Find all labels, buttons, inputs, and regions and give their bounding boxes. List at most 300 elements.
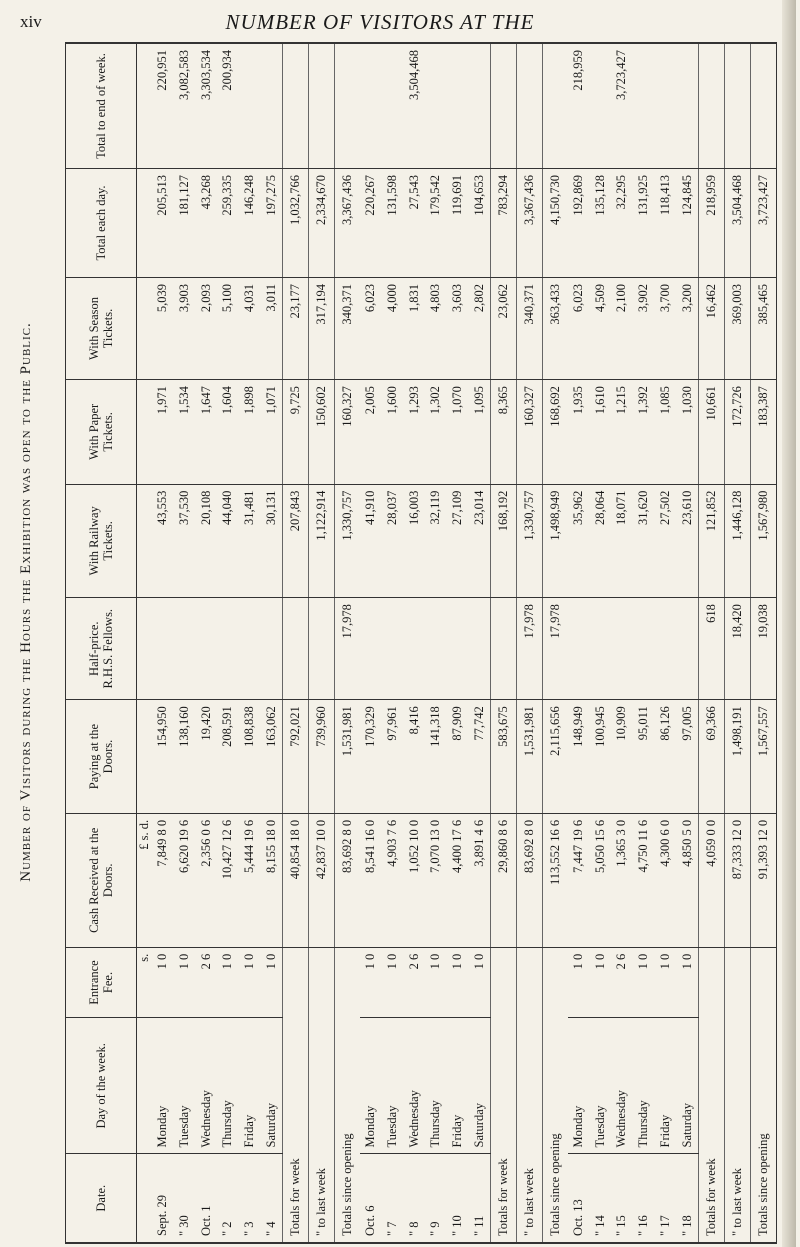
cell-railway: 1,498,949 xyxy=(543,484,568,598)
cell-season: 3,603 xyxy=(447,277,469,379)
cell-paper: 1,215 xyxy=(611,380,633,484)
cell-day: Friday xyxy=(654,1018,676,1154)
cell-paper: 1,302 xyxy=(425,380,447,484)
cell-railway: 44,040 xyxy=(217,484,239,598)
cell-half-price xyxy=(568,598,590,700)
cell-half-price xyxy=(217,598,239,700)
cell-season: 5,100 xyxy=(217,277,239,379)
cell-paper: 150,602 xyxy=(309,380,335,484)
table-row xyxy=(654,44,676,1243)
table-row xyxy=(174,44,196,1243)
cell-total-day: 124,845 xyxy=(676,168,698,277)
cell-cash: 29,860 8 6 xyxy=(491,813,517,947)
cell-paper: 1,534 xyxy=(174,380,196,484)
table-row xyxy=(590,44,612,1243)
cell-railway: 1,330,757 xyxy=(517,484,543,598)
cell-date: Sept. 29 xyxy=(152,1154,174,1243)
cell-cash: 5,050 15 6 xyxy=(590,813,612,947)
table-row xyxy=(425,44,447,1243)
cell-paying: 87,909 xyxy=(447,700,469,814)
cell-railway: 168,192 xyxy=(491,484,517,598)
cell-day: Tuesday xyxy=(382,1018,404,1154)
cell-paying: 154,950 xyxy=(152,700,174,814)
cell-total-week: 200,934 xyxy=(217,44,239,169)
cell-fee: 2 6 xyxy=(611,947,633,1017)
cell-fee: 1 0 xyxy=(260,947,282,1017)
total-row xyxy=(335,44,360,1243)
cell-season: 6,023 xyxy=(360,277,382,379)
cell-cash: 4,750 11 6 xyxy=(633,813,655,947)
cell-paper: 1,071 xyxy=(260,380,282,484)
cell-day: Monday xyxy=(360,1018,382,1154)
cell-total-day: 220,267 xyxy=(360,168,382,277)
cell-half-price: 17,978 xyxy=(543,598,568,700)
cell-cash: 5,444 19 6 xyxy=(239,813,261,947)
cell-railway: 121,852 xyxy=(699,484,725,598)
cell-paying: 77,742 xyxy=(468,700,490,814)
total-row xyxy=(751,44,777,1243)
cell-total-week: 3,303,534 xyxy=(195,44,217,169)
cell-season: 4,000 xyxy=(382,277,404,379)
cell-day: Saturday xyxy=(260,1018,282,1154)
cell-paying: 19,420 xyxy=(195,700,217,814)
cell-cash: 3,891 4 6 xyxy=(468,813,490,947)
units-row xyxy=(137,44,153,1243)
cell-day: Thursday xyxy=(633,1018,655,1154)
cell-paying: 1,531,981 xyxy=(517,700,543,814)
cell-half-price xyxy=(676,598,698,700)
cell-total-day: 43,268 xyxy=(195,168,217,277)
cell-date: " 18 xyxy=(676,1154,698,1243)
cell-railway: 31,620 xyxy=(633,484,655,598)
col-fee: Entrance Fee. xyxy=(66,947,137,1017)
cell-half-price xyxy=(195,598,217,700)
cell-half-price: 19,038 xyxy=(751,598,777,700)
table-row xyxy=(468,44,490,1243)
total-row xyxy=(309,44,335,1243)
cell-total-day: 131,925 xyxy=(633,168,655,277)
cell-paper: 168,692 xyxy=(543,380,568,484)
cell-cash: 7,070 13 0 xyxy=(425,813,447,947)
cell-paying: 170,329 xyxy=(360,700,382,814)
visitor-table xyxy=(66,43,776,1243)
cell-railway: 18,071 xyxy=(611,484,633,598)
cell-fee: 2 6 xyxy=(403,947,425,1017)
cell-season: 1,831 xyxy=(403,277,425,379)
cell-paper: 183,387 xyxy=(751,380,777,484)
cell-total-week xyxy=(382,44,404,169)
cell-day: Saturday xyxy=(676,1018,698,1154)
cell-railway: 207,843 xyxy=(283,484,309,598)
cell-paying: 2,115,656 xyxy=(543,700,568,814)
cell-season: 3,700 xyxy=(654,277,676,379)
cell-date: " 9 xyxy=(425,1154,447,1243)
cell-total-day: 3,367,436 xyxy=(335,168,360,277)
col-paying: Paying at the Doors. xyxy=(66,700,137,814)
cell-total-day: 783,294 xyxy=(491,168,517,277)
unit-fee: s. xyxy=(137,947,153,1017)
cell-season: 369,003 xyxy=(725,277,751,379)
cell-railway: 28,037 xyxy=(382,484,404,598)
col-season: With Season Tickets. xyxy=(66,277,137,379)
cell-total-day: 179,542 xyxy=(425,168,447,277)
cell-total-week xyxy=(633,44,655,169)
cell-cash: 8,155 18 0 xyxy=(260,813,282,947)
cell-cash: 4,400 17 6 xyxy=(447,813,469,947)
cell-paying: 1,567,557 xyxy=(751,700,777,814)
cell-paper: 8,365 xyxy=(491,380,517,484)
cell-fee: 1 0 xyxy=(174,947,196,1017)
visitor-table-frame xyxy=(65,42,777,1244)
page-header xyxy=(20,8,740,40)
cell-cash: 1,052 10 0 xyxy=(403,813,425,947)
cell-total-day: 3,367,436 xyxy=(517,168,543,277)
cell-total-week xyxy=(260,44,282,169)
cell-season: 16,462 xyxy=(699,277,725,379)
cell-half-price: 618 xyxy=(699,598,725,700)
cell-fee: 1 0 xyxy=(360,947,382,1017)
cell-paying: 739,960 xyxy=(309,700,335,814)
cell-day: Wednesday xyxy=(611,1018,633,1154)
cell-fee: 1 0 xyxy=(425,947,447,1017)
cell-total-week: 218,959 xyxy=(568,44,590,169)
cell-railway: 31,481 xyxy=(239,484,261,598)
table-row xyxy=(260,44,282,1243)
cell-season: 4,803 xyxy=(425,277,447,379)
cell-day: Wednesday xyxy=(195,1018,217,1154)
cell-date: Totals for week xyxy=(699,947,725,1242)
cell-half-price xyxy=(425,598,447,700)
cell-date: " to last week xyxy=(309,947,335,1242)
cell-date: " 10 xyxy=(447,1154,469,1243)
cell-date: Oct. 1 xyxy=(195,1154,217,1243)
cell-paper: 160,327 xyxy=(517,380,543,484)
table-row xyxy=(403,44,425,1243)
cell-fee: 1 0 xyxy=(447,947,469,1017)
cell-season: 340,371 xyxy=(335,277,360,379)
cell-paper: 1,070 xyxy=(447,380,469,484)
cell-total-week: 3,504,468 xyxy=(403,44,425,169)
cell-season: 340,371 xyxy=(517,277,543,379)
cell-paying: 97,005 xyxy=(676,700,698,814)
cell-total-week xyxy=(335,44,360,169)
cell-cash: 91,393 12 0 xyxy=(751,813,777,947)
cell-season: 363,433 xyxy=(543,277,568,379)
cell-cash: 7,849 8 0 xyxy=(152,813,174,947)
cell-paying: 97,961 xyxy=(382,700,404,814)
col-cash: Cash Received at the Doors. xyxy=(66,813,137,947)
cell-total-day: 2,334,670 xyxy=(309,168,335,277)
cell-season: 2,802 xyxy=(468,277,490,379)
cell-season: 4,031 xyxy=(239,277,261,379)
cell-half-price xyxy=(403,598,425,700)
cell-total-week: 3,723,427 xyxy=(611,44,633,169)
page-title: NUMBER OF VISITORS AT THE xyxy=(225,10,535,34)
cell-half-price xyxy=(360,598,382,700)
cell-total-week xyxy=(590,44,612,169)
cell-half-price xyxy=(654,598,676,700)
cell-total-day: 3,504,468 xyxy=(725,168,751,277)
table-row xyxy=(152,44,174,1243)
cell-half-price xyxy=(309,598,335,700)
cell-railway: 41,910 xyxy=(360,484,382,598)
cell-paper: 1,971 xyxy=(152,380,174,484)
cell-paying: 10,909 xyxy=(611,700,633,814)
col-total-day: Total each day. xyxy=(66,168,137,277)
cell-paper: 1,935 xyxy=(568,380,590,484)
cell-paper: 1,095 xyxy=(468,380,490,484)
cell-season: 2,093 xyxy=(195,277,217,379)
cell-season: 3,011 xyxy=(260,277,282,379)
cell-railway: 1,122,914 xyxy=(309,484,335,598)
cell-total-day: 118,413 xyxy=(654,168,676,277)
cell-total-day: 3,723,427 xyxy=(751,168,777,277)
cell-railway: 1,446,128 xyxy=(725,484,751,598)
cell-season: 2,100 xyxy=(611,277,633,379)
cell-day: Wednesday xyxy=(403,1018,425,1154)
cell-half-price xyxy=(174,598,196,700)
cell-cash: 1,365 3 0 xyxy=(611,813,633,947)
cell-season: 3,902 xyxy=(633,277,655,379)
header-row xyxy=(66,44,137,1243)
table-row xyxy=(611,44,633,1243)
cell-half-price xyxy=(382,598,404,700)
cell-day: Thursday xyxy=(217,1018,239,1154)
rotated-table-wrapper xyxy=(66,43,776,1243)
total-row xyxy=(543,44,568,1243)
cell-railway: 1,330,757 xyxy=(335,484,360,598)
cell-paying: 95,011 xyxy=(633,700,655,814)
col-railway: With Railway Tickets. xyxy=(66,484,137,598)
cell-paper: 172,726 xyxy=(725,380,751,484)
cell-paying: 208,591 xyxy=(217,700,239,814)
cell-total-day: 32,295 xyxy=(611,168,633,277)
cell-total-day: 205,513 xyxy=(152,168,174,277)
cell-paper: 9,725 xyxy=(283,380,309,484)
table-caption: Number of Visitors during the Hours the Exhibition was open to the Public. xyxy=(18,322,34,882)
col-day: Day of the week. xyxy=(66,1018,137,1154)
cell-day: Friday xyxy=(447,1018,469,1154)
cell-day: Friday xyxy=(239,1018,261,1154)
cell-season: 317,194 xyxy=(309,277,335,379)
cell-total-day: 4,150,730 xyxy=(543,168,568,277)
cell-day: Tuesday xyxy=(174,1018,196,1154)
cell-total-week xyxy=(699,44,725,169)
cell-date: " 15 xyxy=(611,1154,633,1243)
cell-date: " 4 xyxy=(260,1154,282,1243)
cell-half-price xyxy=(152,598,174,700)
cell-day: Tuesday xyxy=(590,1018,612,1154)
cell-date: " 11 xyxy=(468,1154,490,1243)
cell-paper: 1,293 xyxy=(403,380,425,484)
table-row xyxy=(633,44,655,1243)
cell-paying: 1,498,191 xyxy=(725,700,751,814)
cell-half-price xyxy=(590,598,612,700)
cell-half-price: 17,978 xyxy=(335,598,360,700)
cell-date: " 30 xyxy=(174,1154,196,1243)
cell-cash: 83,692 8 0 xyxy=(517,813,543,947)
cell-half-price: 17,978 xyxy=(517,598,543,700)
cell-total-day: 1,032,766 xyxy=(283,168,309,277)
cell-paying: 141,318 xyxy=(425,700,447,814)
cell-total-week xyxy=(543,44,568,169)
cell-railway: 20,108 xyxy=(195,484,217,598)
total-row xyxy=(517,44,543,1243)
cell-paying: 86,126 xyxy=(654,700,676,814)
cell-fee: 1 0 xyxy=(468,947,490,1017)
cell-day: Monday xyxy=(152,1018,174,1154)
table-body xyxy=(152,44,776,1243)
cell-day: Thursday xyxy=(425,1018,447,1154)
cell-railway: 23,014 xyxy=(468,484,490,598)
cell-half-price xyxy=(239,598,261,700)
cell-paper: 1,085 xyxy=(654,380,676,484)
cell-cash: 4,300 6 0 xyxy=(654,813,676,947)
cell-paying: 138,160 xyxy=(174,700,196,814)
cell-cash: 8,541 16 0 xyxy=(360,813,382,947)
cell-cash: 113,552 16 6 xyxy=(543,813,568,947)
cell-railway: 23,610 xyxy=(676,484,698,598)
cell-cash: 87,333 12 0 xyxy=(725,813,751,947)
cell-paper: 1,647 xyxy=(195,380,217,484)
cell-paper: 10,661 xyxy=(699,380,725,484)
cell-date: " 17 xyxy=(654,1154,676,1243)
cell-fee: 1 0 xyxy=(633,947,655,1017)
cell-date: " 7 xyxy=(382,1154,404,1243)
cell-half-price xyxy=(633,598,655,700)
cell-total-week xyxy=(751,44,777,169)
cell-railway: 32,119 xyxy=(425,484,447,598)
cell-date: " 2 xyxy=(217,1154,239,1243)
cell-date: Totals since opening xyxy=(543,947,568,1242)
col-total-week: Total to end of week. xyxy=(66,44,137,169)
cell-total-week xyxy=(447,44,469,169)
cell-cash: 4,903 7 6 xyxy=(382,813,404,947)
cell-total-week xyxy=(725,44,751,169)
cell-paper: 2,005 xyxy=(360,380,382,484)
cell-date: Totals for week xyxy=(491,947,517,1242)
cell-total-week xyxy=(654,44,676,169)
unit-cash: £ s. d. xyxy=(137,813,153,947)
cell-total-day: 135,128 xyxy=(590,168,612,277)
cell-date: " to last week xyxy=(725,947,751,1242)
cell-cash: 42,837 10 0 xyxy=(309,813,335,947)
table-row xyxy=(195,44,217,1243)
table-row xyxy=(676,44,698,1243)
page-number: xiv xyxy=(20,12,42,31)
table-row xyxy=(217,44,239,1243)
cell-date: " 16 xyxy=(633,1154,655,1243)
col-paper: With Paper Tickets. xyxy=(66,380,137,484)
cell-total-day: 119,691 xyxy=(447,168,469,277)
cell-fee: 1 0 xyxy=(152,947,174,1017)
cell-half-price xyxy=(260,598,282,700)
cell-paper: 1,392 xyxy=(633,380,655,484)
cell-paying: 8,416 xyxy=(403,700,425,814)
cell-total-week xyxy=(468,44,490,169)
cell-paper: 1,030 xyxy=(676,380,698,484)
table-row xyxy=(360,44,382,1243)
cell-date: " 14 xyxy=(590,1154,612,1243)
cell-paying: 108,838 xyxy=(239,700,261,814)
col-half-price: Half-price. R.H.S. Fellows. xyxy=(66,598,137,700)
table-row xyxy=(382,44,404,1243)
cell-paper: 1,600 xyxy=(382,380,404,484)
cell-season: 3,903 xyxy=(174,277,196,379)
total-row xyxy=(699,44,725,1243)
cell-railway: 30,131 xyxy=(260,484,282,598)
cell-season: 4,509 xyxy=(590,277,612,379)
cell-half-price xyxy=(468,598,490,700)
cell-railway: 1,567,980 xyxy=(751,484,777,598)
cell-total-week xyxy=(309,44,335,169)
cell-paying: 69,366 xyxy=(699,700,725,814)
cell-fee: 2 6 xyxy=(195,947,217,1017)
cell-fee: 1 0 xyxy=(654,947,676,1017)
cell-cash: 4,850 5 0 xyxy=(676,813,698,947)
cell-paper: 1,604 xyxy=(217,380,239,484)
cell-date: " to last week xyxy=(517,947,543,1242)
cell-half-price xyxy=(447,598,469,700)
cell-season: 23,177 xyxy=(283,277,309,379)
cell-day: Saturday xyxy=(468,1018,490,1154)
cell-half-price: 18,420 xyxy=(725,598,751,700)
cell-fee: 1 0 xyxy=(217,947,239,1017)
page-edge xyxy=(782,0,796,1247)
cell-paying: 148,949 xyxy=(568,700,590,814)
cell-paper: 1,610 xyxy=(590,380,612,484)
total-row xyxy=(725,44,751,1243)
col-date: Date. xyxy=(66,1154,137,1243)
table-row xyxy=(447,44,469,1243)
cell-date: Totals for week xyxy=(283,947,309,1242)
cell-paper: 1,898 xyxy=(239,380,261,484)
cell-paying: 100,945 xyxy=(590,700,612,814)
cell-fee: 1 0 xyxy=(676,947,698,1017)
cell-total-day: 218,959 xyxy=(699,168,725,277)
total-row xyxy=(283,44,309,1243)
cell-total-week: 3,082,583 xyxy=(174,44,196,169)
cell-total-day: 259,335 xyxy=(217,168,239,277)
cell-cash: 7,447 19 6 xyxy=(568,813,590,947)
total-row xyxy=(491,44,517,1243)
cell-total-day: 192,869 xyxy=(568,168,590,277)
cell-season: 3,200 xyxy=(676,277,698,379)
cell-cash: 2,356 0 6 xyxy=(195,813,217,947)
cell-cash: 40,854 18 0 xyxy=(283,813,309,947)
cell-total-day: 27,543 xyxy=(403,168,425,277)
cell-fee: 1 0 xyxy=(568,947,590,1017)
cell-season: 23,062 xyxy=(491,277,517,379)
cell-date: " 8 xyxy=(403,1154,425,1243)
cell-cash: 83,692 8 0 xyxy=(335,813,360,947)
cell-fee: 1 0 xyxy=(382,947,404,1017)
table-row xyxy=(568,44,590,1243)
cell-total-week xyxy=(517,44,543,169)
cell-total-day: 131,598 xyxy=(382,168,404,277)
cell-total-week xyxy=(491,44,517,169)
cell-total-week xyxy=(676,44,698,169)
cell-total-week: 220,951 xyxy=(152,44,174,169)
cell-paper: 160,327 xyxy=(335,380,360,484)
cell-railway: 28,064 xyxy=(590,484,612,598)
cell-season: 6,023 xyxy=(568,277,590,379)
cell-total-day: 104,653 xyxy=(468,168,490,277)
cell-half-price xyxy=(611,598,633,700)
cell-season: 5,039 xyxy=(152,277,174,379)
cell-paying: 583,675 xyxy=(491,700,517,814)
cell-total-day: 146,248 xyxy=(239,168,261,277)
